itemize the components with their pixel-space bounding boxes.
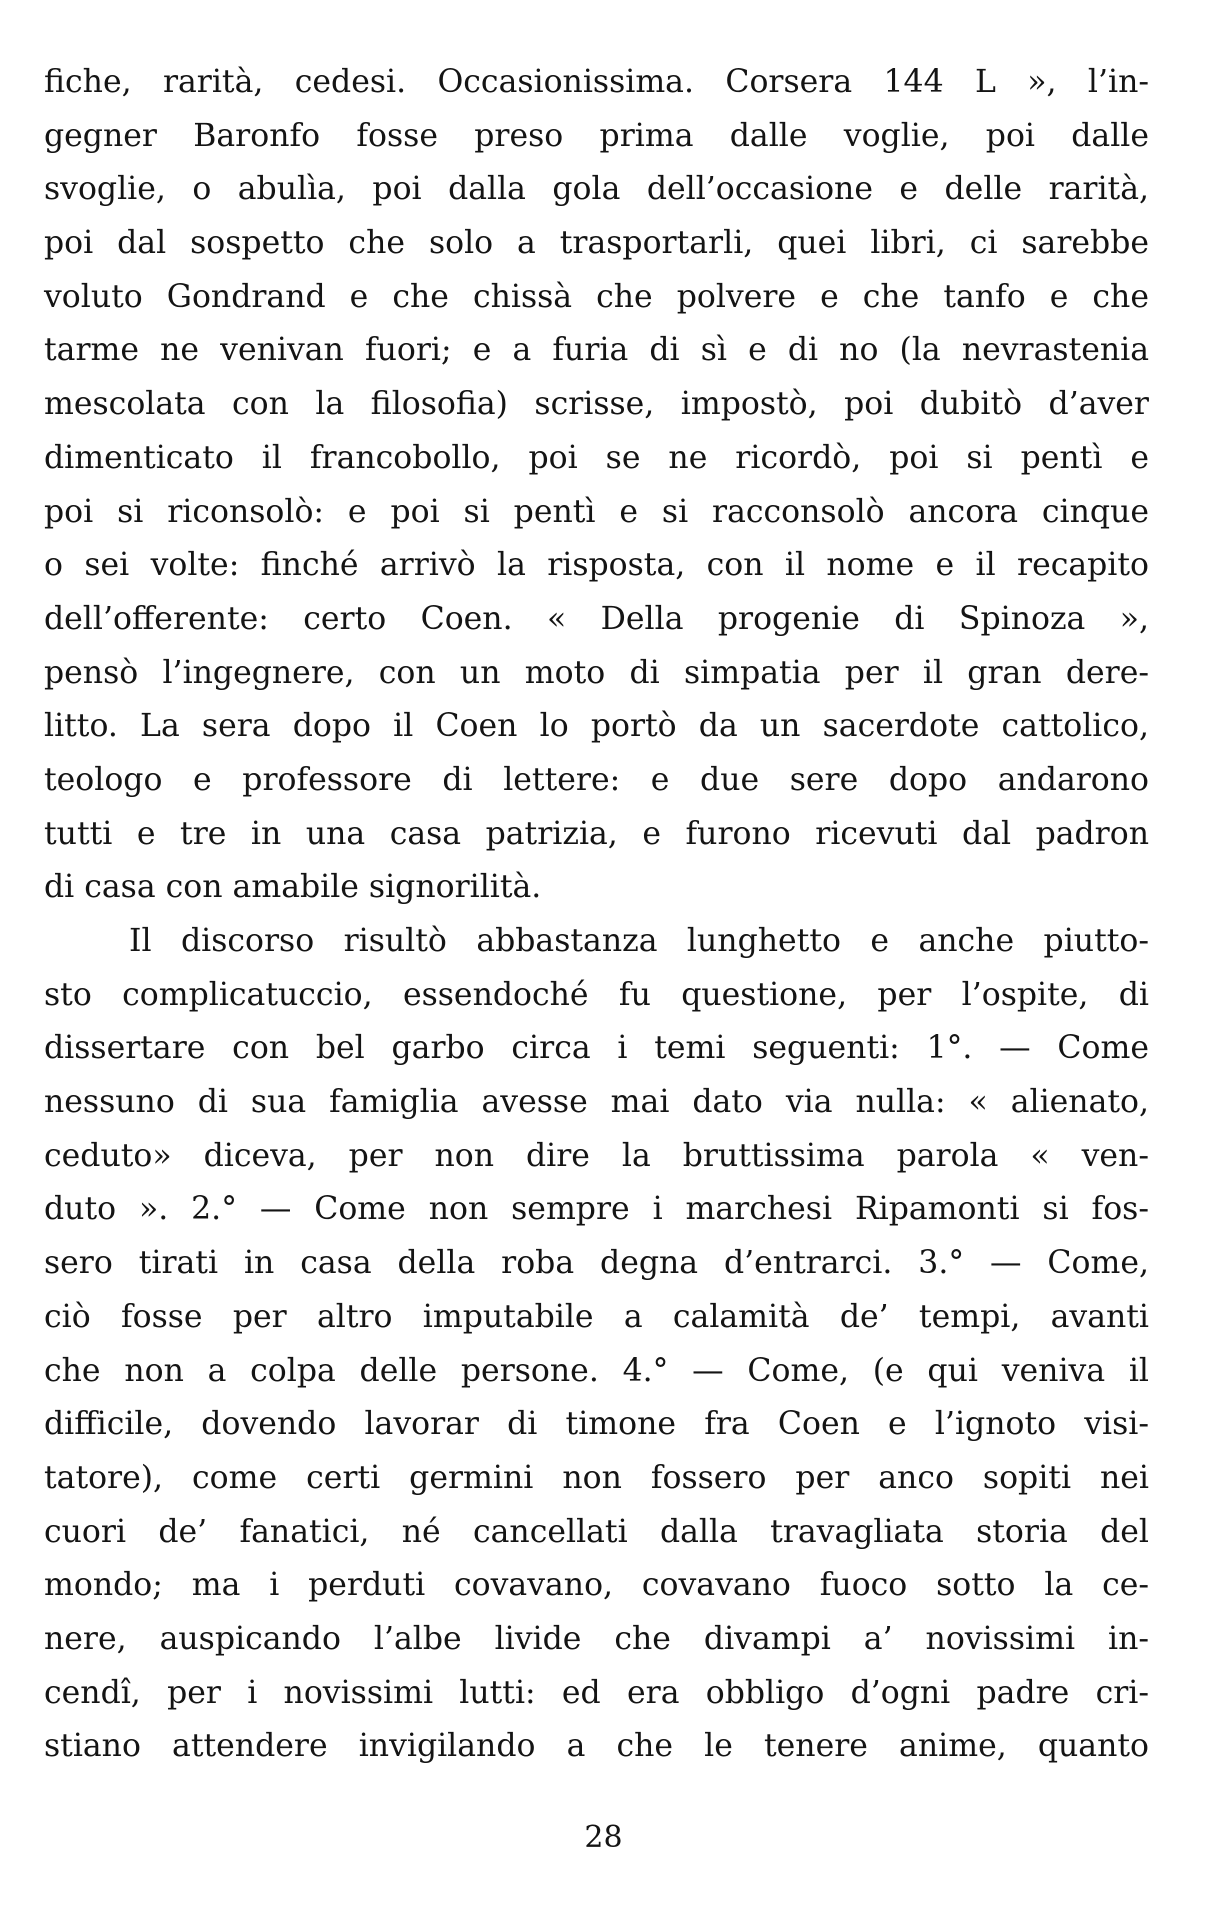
text-line: di casa con amabile signorilità.: [44, 869, 542, 906]
text-line: tarme ne venivan fuori; e a furia di sì e di no (la nevrastenia: [44, 332, 1149, 369]
text-line: dimenticato il francobollo, poi se ne ricordò, poi si pentì e: [44, 439, 1149, 476]
text-line: stiano attendere invigilando a che le tenere anime, quanto: [44, 1728, 1149, 1765]
text-line: che non a colpa delle persone. 4.° — Come, (e qui veniva il: [44, 1352, 1149, 1389]
text-line: ciò fosse per altro imputabile a calamità de’ tempi, avanti: [44, 1298, 1149, 1335]
text-line: svoglie, o abulìa, poi dalla gola dell’occasione e delle rarità,: [44, 171, 1149, 208]
text-line: tutti e tre in una casa patrizia, e furono ricevuti dal padron: [44, 815, 1149, 852]
text-line: nessuno di sua famiglia avesse mai dato via nulla: « alienato,: [44, 1084, 1149, 1121]
text-line: difficile, dovendo lavorar di timone fra Coen e l’ignoto visi-: [44, 1406, 1149, 1443]
text-line: fiche, rarità, cedesi. Occasionissima. Corsera 144 L », l’in-: [44, 64, 1149, 100]
text-line: poi dal sospetto che solo a trasportarli, quei libri, ci sarebbe: [44, 225, 1149, 262]
text-line: poi si riconsolò: e poi si pentì e si racconsolò ancora cinque: [44, 493, 1149, 530]
text-line: dell’offerente: certo Coen. « Della progenie di Spinoza »,: [44, 600, 1149, 637]
text-line: o sei volte: finché arrivò la risposta, con il nome e il recapito: [44, 547, 1149, 584]
text-line: dissertare con bel garbo circa i temi seguenti: 1°. — Come: [44, 1030, 1149, 1067]
paragraph: [44, 56, 1149, 915]
text-line: duto ». 2.° — Come non sempre i marchesi Ripamonti si fos-: [44, 1191, 1149, 1228]
text-line: cendî, per i novissimi lutti: ed era obbligo d’ogni padre cri-: [44, 1674, 1149, 1711]
text-line: mescolata con la filosofia) scrisse, impostò, poi dubitò d’aver: [44, 386, 1149, 423]
text-line: sto complicatuccio, essendoché fu questione, per l’ospite, di: [44, 976, 1149, 1013]
text-line: tatore), come certi germini non fossero per anco sopiti nei: [44, 1459, 1149, 1496]
text-line: pensò l’ingegnere, con un moto di simpatia per il gran dere-: [44, 654, 1149, 691]
text-line: Il discorso risultò abbastanza lunghetto e anche piutto-: [129, 923, 1149, 959]
page-number: 28: [584, 1820, 623, 1855]
body-text: [44, 56, 1149, 1774]
text-line: gegner Baronfo fosse preso prima dalle voglie, poi dalle: [44, 117, 1149, 154]
text-line: mondo; ma i perduti covavano, covavano fuoco sotto la ce-: [44, 1567, 1149, 1604]
text-line: sero tirati in casa della roba degna d’entrarci. 3.° — Come,: [44, 1245, 1149, 1282]
text-line: cuori de’ fanatici, né cancellati dalla travagliata storia del: [44, 1513, 1149, 1550]
text-line: teologo e professore di lettere: e due sere dopo andarono: [44, 761, 1149, 798]
text-line: voluto Gondrand e che chissà che polvere e che tanfo e che: [44, 278, 1149, 315]
text-line: litto. La sera dopo il Coen lo portò da un sacerdote cattolico,: [44, 708, 1149, 745]
paragraph: [44, 915, 1149, 1774]
text-line: nere, auspicando l’albe livide che divampi a’ novissimi in-: [44, 1620, 1149, 1657]
text-line: ceduto» diceva, per non dire la bruttissima parola « ven-: [44, 1137, 1149, 1174]
